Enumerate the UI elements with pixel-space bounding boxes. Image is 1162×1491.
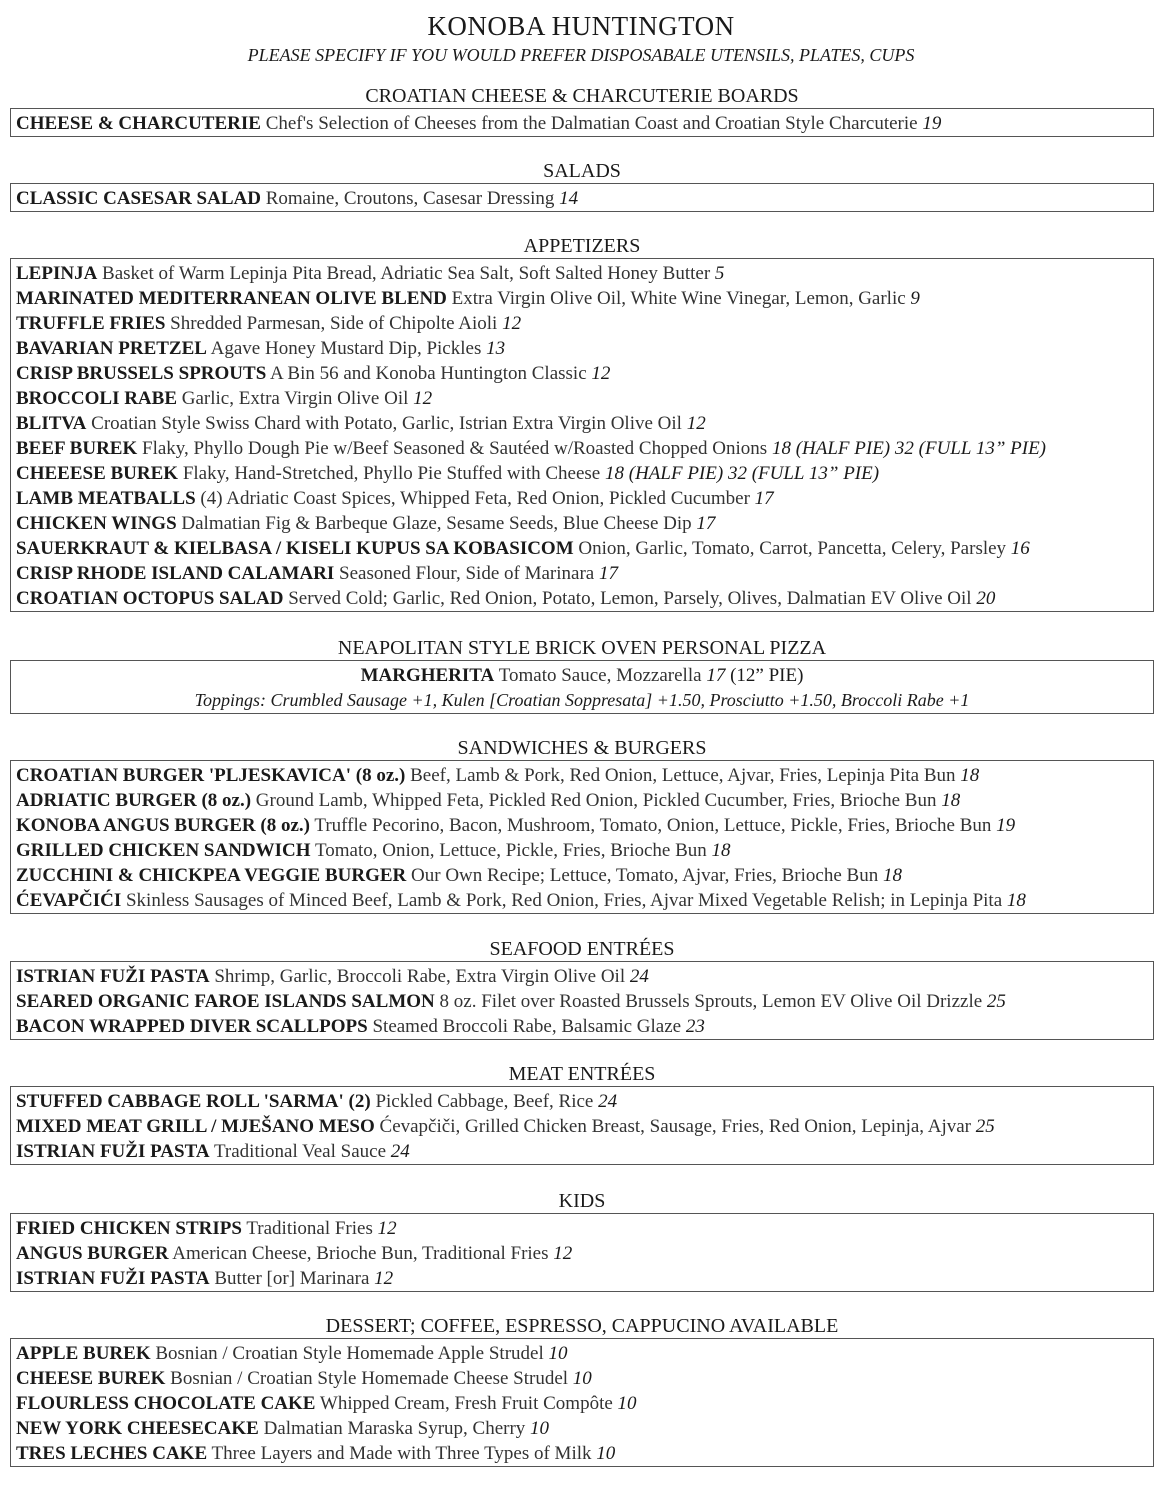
menu-item [16,1266,1148,1291]
item-price: 12 [377,1218,397,1239]
restaurant-title: KONOBA HUNTINGTON [427,11,735,41]
item-description: Garlic, Extra Virgin Olive Oil [181,388,409,409]
item-description: Three Layers and Made with Three Types of Milk [211,1443,592,1464]
item-size: (12” PIE) [730,665,804,686]
menu-section [10,1314,1154,1467]
menu-section [10,84,1154,137]
item-price: 17 [706,665,726,686]
menu-section [10,1062,1154,1165]
item-price: 12 [374,1268,394,1289]
item-price: 24 [390,1141,410,1162]
item-description: Traditional Fries [246,1218,373,1239]
section-box [10,760,1154,914]
section-box [10,258,1154,612]
menu-item [16,838,1148,863]
item-price: 19 [922,113,942,134]
item-price: 24 [598,1091,618,1112]
utensils-note: PLEASE SPECIFY IF YOU WOULD PREFER DISPOSABALE UTENSILS, PLATES, CUPS [247,45,915,65]
item-name: ĆEVAPČIĆI [16,890,122,911]
item-price: 16 [1010,538,1030,559]
item-description: Flaky, Hand-Stretched, Phyllo Pie Stuffed with Cheese [182,463,601,484]
item-name: MARINATED MEDITERRANEAN OLIVE BLEND [16,288,447,309]
item-description: Our Own Recipe; Lettuce, Tomato, Ajvar, Fries, Brioche Bun [411,865,879,886]
item-description: Ground Lamb, Whipped Feta, Pickled Red Onion, Pickled Cucumber, Fries, Brioche Bun [255,790,937,811]
item-price: 14 [559,188,579,209]
item-price: 18 (HALF PIE) 32 (FULL 13” PIE) [605,463,880,484]
section-title: SEAFOOD ENTRÉES [489,938,675,960]
item-price: 24 [629,966,649,987]
item-description: Basket of Warm Lepinja Pita Bread, Adriatic Sea Salt, Soft Salted Honey Butter [102,263,711,284]
item-name: ADRIATIC BURGER (8 oz.) [16,790,252,811]
menu-item [16,1114,1148,1139]
item-name: MARGHERITA [360,665,495,686]
menu-item [16,1416,1148,1441]
item-name: ISTRIAN FUŽI PASTA [16,966,210,987]
menu-item [16,989,1148,1014]
item-price: 9 [910,288,920,309]
item-price: 18 [1006,890,1026,911]
menu-section [10,1189,1154,1292]
section-title: NEAPOLITAN STYLE BRICK OVEN PERSONAL PIZZA [337,637,827,659]
item-description: Tomato Sauce, Mozzarella [498,665,702,686]
item-name: CHICKEN WINGS [16,513,177,534]
menu-item [16,561,1148,586]
item-name: BLITVA [16,413,87,434]
item-name: STUFFED CABBAGE ROLL 'SARMA' (2) [16,1091,371,1112]
item-description: Croatian Style Swiss Chard with Potato, Garlic, Istrian Extra Virgin Olive Oil [91,413,682,434]
section-box [10,1086,1154,1165]
item-name: SAUERKRAUT & KIELBASA / KISELI KUPUS SA KOBASICOM [16,538,574,559]
item-description: Dalmatian Maraska Syrup, Cherry [263,1418,526,1439]
section-box [10,660,1154,714]
menu-item [16,286,1148,311]
item-price: 17 [754,488,774,509]
menu-item [16,536,1148,561]
item-name: ANGUS BURGER [16,1243,169,1264]
item-price: 18 [711,840,731,861]
menu-section [10,159,1154,212]
item-description: Seasoned Flour, Side of Marinara [339,563,595,584]
item-name: BEEF BUREK [16,438,138,459]
menu-item [16,336,1148,361]
section-title: DESSERT; COFFEE, ESPRESSO, CAPPUCINO AVAILABLE [325,1315,839,1337]
menu-section [10,736,1154,914]
menu-item [16,386,1148,411]
item-price: 12 [553,1243,573,1264]
item-name: BROCCOLI RABE [16,388,177,409]
item-description: Bosnian / Croatian Style Homemade Apple Strudel [155,1343,544,1364]
item-description: Traditional Veal Sauce [213,1141,387,1162]
item-description: Extra Virgin Olive Oil, White Wine Vinegar, Lemon, Garlic [451,288,906,309]
item-description: American Cheese, Brioche Bun, Traditional Fries [172,1243,549,1264]
item-name: CROATIAN OCTOPUS SALAD [16,588,284,609]
menu-item [16,361,1148,386]
item-name: ISTRIAN FUŽI PASTA [16,1268,210,1289]
item-price: 17 [696,513,716,534]
item-name: CHEEESE BUREK [16,463,179,484]
item-name: FRIED CHICKEN STRIPS [16,1218,242,1239]
item-name: MIXED MEAT GRILL / MJEŠANO MESO [16,1116,375,1137]
item-description: Dalmatian Fig & Barbeque Glaze, Sesame Seeds, Blue Cheese Dip [181,513,692,534]
item-price: 10 [572,1368,592,1389]
item-description: Ćevapčiči, Grilled Chicken Breast, Sausage, Fries, Red Onion, Lepinja, Ajvar [379,1116,972,1137]
section-box [10,108,1154,137]
menu-item [16,888,1148,913]
menu-item [16,1341,1148,1366]
menu-item [16,436,1148,461]
section-title: SANDWICHES & BURGERS [457,737,707,759]
item-name: ZUCCHINI & CHICKPEA VEGGIE BURGER [16,865,407,886]
section-title: CROATIAN CHEESE & CHARCUTERIE BOARDS [365,85,799,107]
section-title: APPETIZERS [523,235,641,257]
item-price: 12 [413,388,433,409]
item-price: 20 [976,588,996,609]
item-description: Flaky, Phyllo Dough Pie w/Beef Seasoned & Sautéed w/Roasted Chopped Onions [142,438,768,459]
menu-item [16,186,1148,211]
item-name: SEARED ORGANIC FAROE ISLANDS SALMON [16,991,435,1012]
item-price: 10 [530,1418,550,1439]
menu-item [16,461,1148,486]
item-name: CHEESE BUREK [16,1368,166,1389]
item-description: (4) Adriatic Coast Spices, Whipped Feta, Red Onion, Pickled Cucumber [200,488,750,509]
menu-item [16,1216,1148,1241]
menu-item [16,1089,1148,1114]
item-name: CROATIAN BURGER 'PLJESKAVICA' (8 oz.) [16,765,406,786]
menu-item [16,1441,1148,1466]
item-description: Steamed Broccoli Rabe, Balsamic Glaze [372,1016,682,1037]
item-description: Onion, Garlic, Tomato, Carrot, Pancetta, Celery, Parsley [578,538,1007,559]
item-price: 13 [486,338,506,359]
item-description: Tomato, Onion, Lettuce, Pickle, Fries, Brioche Bun [314,840,707,861]
item-price: 10 [596,1443,616,1464]
menu-item [16,813,1148,838]
menu-item [16,1139,1148,1164]
section-box [10,1213,1154,1292]
item-name: BAVARIAN PRETZEL [16,338,207,359]
menu-item [16,1241,1148,1266]
item-description: Romaine, Croutons, Casesar Dressing [265,188,555,209]
item-name: APPLE BUREK [16,1343,151,1364]
menu-item [16,311,1148,336]
section-title: KIDS [558,1190,606,1212]
section-box [10,961,1154,1040]
menu-header [0,0,1162,66]
item-description: Shredded Parmesan, Side of Chipolte Aioli [170,313,498,334]
section-title: MEAT ENTRÉES [508,1063,656,1085]
item-price: 5 [714,263,725,284]
menu-item [16,788,1148,813]
item-name: ISTRIAN FUŽI PASTA [16,1141,210,1162]
menu-item [16,411,1148,436]
menu-item [16,663,1148,688]
item-price: 25 [975,1116,995,1137]
item-name: NEW YORK CHEESECAKE [16,1418,259,1439]
menu-section [10,636,1154,714]
item-name: CLASSIC CASESAR SALAD [16,188,261,209]
menu-item [16,486,1148,511]
menu-item [16,586,1148,611]
item-description: Bosnian / Croatian Style Homemade Cheese Strudel [170,1368,569,1389]
item-name: TRES LECHES CAKE [16,1443,208,1464]
menu-section [10,234,1154,612]
item-price: 19 [996,815,1016,836]
menu-section [10,937,1154,1040]
item-name: CRISP BRUSSELS SPROUTS [16,363,267,384]
item-description: 8 oz. Filet over Roasted Brussels Sprouts, Lemon EV Olive Oil Drizzle [439,991,983,1012]
item-price: 23 [685,1016,705,1037]
section-box [10,1338,1154,1467]
item-name: LAMB MEATBALLS [16,488,196,509]
item-description: Skinless Sausages of Minced Beef, Lamb & Pork, Red Onion, Fries, Ajvar Mixed Vegetable Relish; in Lepinja Pita [125,890,1003,911]
item-price: 17 [598,563,618,584]
item-price: 10 [548,1343,568,1364]
menu-item [16,1366,1148,1391]
menu-item [16,763,1148,788]
item-price: 18 [941,790,961,811]
item-description: Butter [or] Marinara [214,1268,370,1289]
menu-item [16,1014,1148,1039]
item-name: FLOURLESS CHOCOLATE CAKE [16,1393,316,1414]
item-price: 25 [986,991,1006,1012]
menu-item [16,1391,1148,1416]
item-description: Agave Honey Mustard Dip, Pickles [210,338,482,359]
menu-item [16,863,1148,888]
item-name: KONOBA ANGUS BURGER (8 oz.) [16,815,310,836]
toppings-note: Toppings: Crumbled Sausage +1, Kulen [Croatian Soppresata] +1.50, Prosciutto +1.50, Broccoli Rabe +1 [194,690,970,710]
item-description: Truffle Pecorino, Bacon, Mushroom, Tomato, Onion, Lettuce, Pickle, Fries, Brioche Bun [314,815,992,836]
item-description: Served Cold; Garlic, Red Onion, Potato, Lemon, Parsely, Olives, Dalmatian EV Olive Oil [288,588,972,609]
item-description: Whipped Cream, Fresh Fruit Compôte [319,1393,613,1414]
item-name: CRISP RHODE ISLAND CALAMARI [16,563,335,584]
menu-item [16,111,1148,136]
item-description: Beef, Lamb & Pork, Red Onion, Lettuce, Ajvar, Fries, Lepinja Pita Bun [410,765,956,786]
item-price: 18 [960,765,980,786]
item-name: BACON WRAPPED DIVER SCALLPOPS [16,1016,368,1037]
item-description: Shrimp, Garlic, Broccoli Rabe, Extra Virgin Olive Oil [214,966,626,987]
menu-item [16,511,1148,536]
section-title: SALADS [543,160,621,182]
item-price: 18 [882,865,902,886]
menu-item [16,261,1148,286]
menu-item [16,964,1148,989]
item-price: 10 [617,1393,637,1414]
item-name: CHEESE & CHARCUTERIE [16,113,261,134]
item-name: LEPINJA [16,263,98,284]
item-name: GRILLED CHICKEN SANDWICH [16,840,311,861]
item-price: 12 [591,363,611,384]
item-price: 18 (HALF PIE) 32 (FULL 13” PIE) [771,438,1047,459]
item-price: 12 [686,413,706,434]
item-description: Pickled Cabbage, Beef, Rice [375,1091,594,1112]
item-description: Chef's Selection of Cheeses from the Dalmatian Coast and Croatian Style Charcuterie [265,113,918,134]
item-price: 12 [502,313,522,334]
item-name: TRUFFLE FRIES [16,313,166,334]
item-description: A Bin 56 and Konoba Huntington Classic [269,363,587,384]
section-box [10,183,1154,212]
